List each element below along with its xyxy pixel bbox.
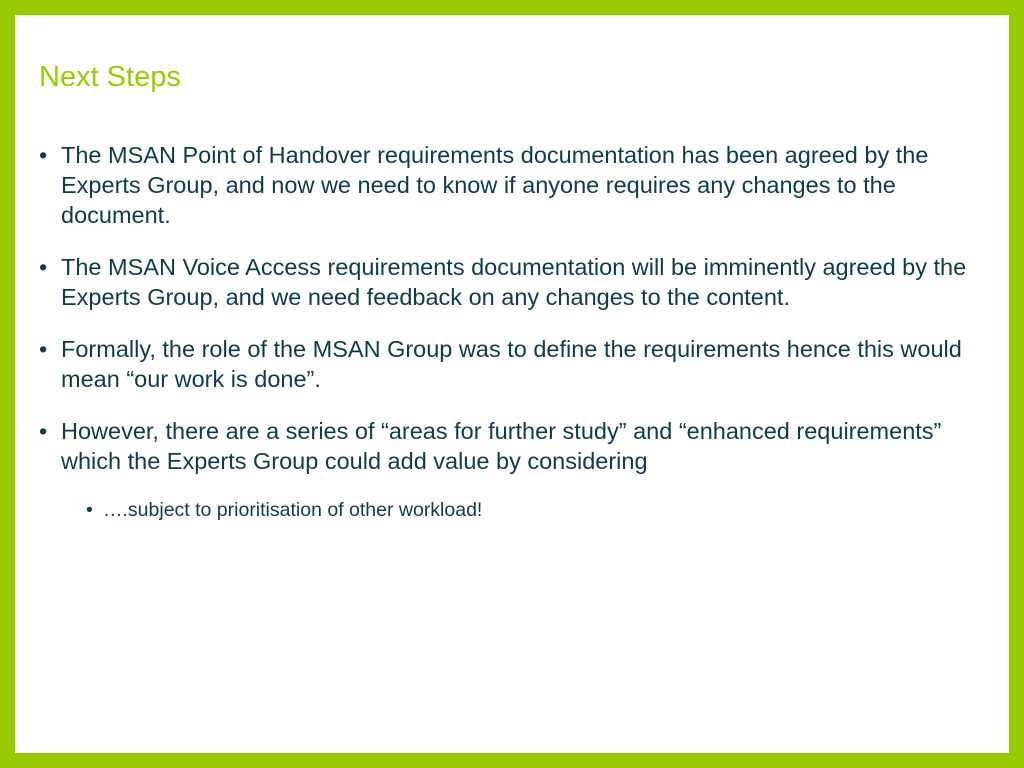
bullet-text: Formally, the role of the MSAN Group was to define the requirements hence this would mean “our work is done”. <box>61 336 962 392</box>
bullet-text: However, there are a series of “areas for further study” and “enhanced requirements” which the Experts Group could add value by considering <box>61 418 942 474</box>
slide-title: Next Steps <box>39 61 181 93</box>
bullet-text: The MSAN Point of Handover requirements documentation has been agreed by the Experts Group, and now we need to know if anyone requires any changes to the document. <box>61 142 929 228</box>
sub-bullet-text: ….subject to prioritisation of other workload! <box>103 499 483 521</box>
bullet-item <box>39 416 989 476</box>
sub-bullet-item <box>86 498 989 522</box>
bullet-marker: • <box>39 418 48 444</box>
bullet-text: The MSAN Voice Access requirements documentation will be imminently agreed by the Experts Group, and we need feedback on any changes to the content. <box>61 254 967 310</box>
bullet-item <box>39 334 989 394</box>
sub-bullet-list <box>39 498 989 522</box>
slide-body <box>39 140 989 522</box>
bullet-marker: • <box>39 254 48 280</box>
slide <box>15 15 1009 753</box>
bullet-list <box>39 140 989 476</box>
bullet-marker: • <box>39 336 48 362</box>
bullet-item <box>39 252 989 312</box>
bullet-item <box>39 140 989 230</box>
bullet-marker: • <box>39 142 48 168</box>
sub-bullet-marker: • <box>86 499 93 521</box>
